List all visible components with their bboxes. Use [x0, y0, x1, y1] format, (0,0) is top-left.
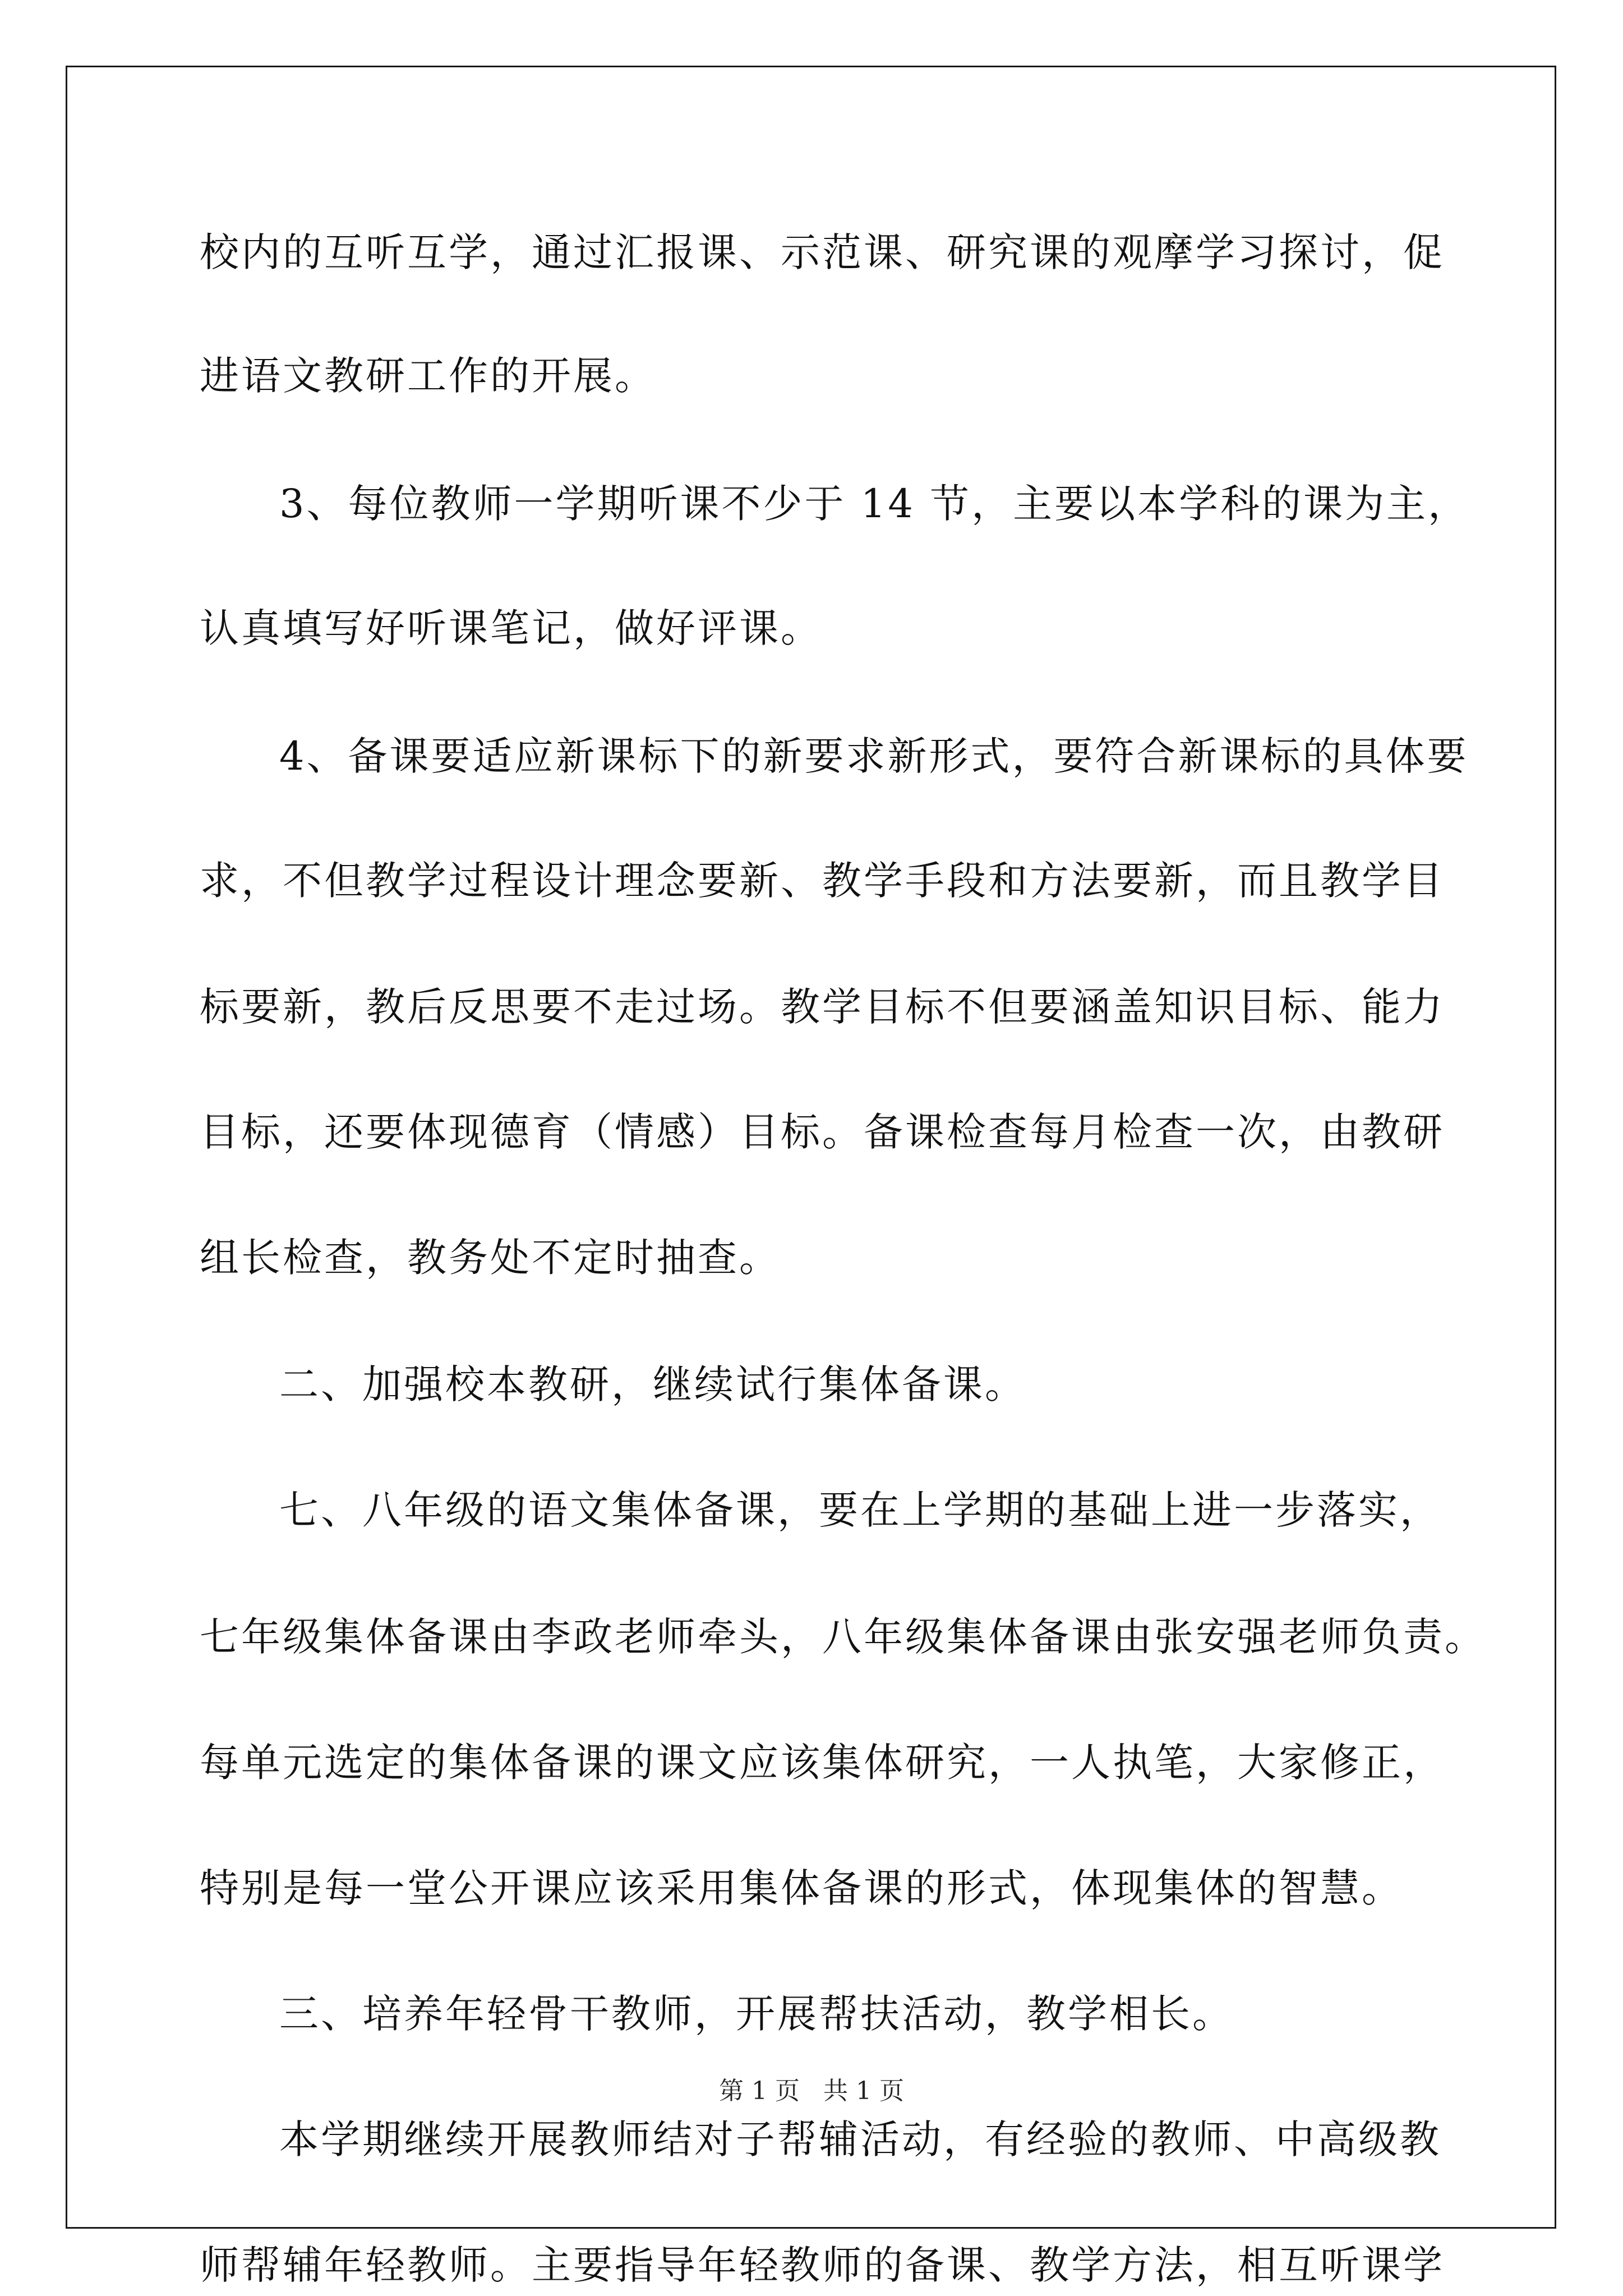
text-line: 每单元选定的集体备课的课文应该集体研究，一人执笔，大家修正， — [200, 1740, 1445, 1786]
text-line: 组长检查，教务处不定时抽查。 — [200, 1235, 781, 1281]
text-line: 本学期继续开展教师结对子帮辅活动，有经验的教师、中高级教 — [279, 2116, 1441, 2162]
text-line: 校内的互听互学，通过汇报课、示范课、研究课的观摩学习探讨，促 — [200, 229, 1445, 275]
page-footer: 第 1 页 共 1 页 — [719, 2077, 904, 2105]
text-line: 3、每位教师一学期听课不少于 14 节，主要以本学科的课为主， — [279, 481, 1470, 527]
text-line: 特别是每一堂公开课应该采用集体备课的形式，体现集体的智慧。 — [200, 1865, 1403, 1911]
text-line: 认真填写好听课笔记，做好评课。 — [200, 605, 822, 651]
text-line: 标要新，教后反思要不走过场。教学目标不但要涵盖知识目标、能力 — [200, 984, 1445, 1030]
text-line: 目标，还要体现德育（情感）目标。备课检查每月检查一次，由教研 — [200, 1109, 1445, 1155]
text-line: 三、培养年轻骨干教师，开展帮扶活动，教学相长。 — [279, 1991, 1234, 2037]
text-line: 4、备课要适应新课标下的新要求新形式，要符合新课标的具体要 — [279, 733, 1469, 779]
text-line: 求，不但教学过程设计理念要新、教学手段和方法要新，而且教学目 — [200, 858, 1445, 904]
text-line: 师帮辅年轻教师。主要指导年轻教师的备课、教学方法，相互听课学 — [200, 2242, 1445, 2288]
text-line: 七年级集体备课由李政老师牵头，八年级集体备课由张安强老师负责。 — [200, 1614, 1486, 1660]
text-line: 进语文教研工作的开展。 — [200, 353, 656, 399]
text-line: 二、加强校本教研，继续试行集体备课。 — [279, 1361, 1026, 1407]
text-line: 七、八年级的语文集体备课，要在上学期的基础上进一步落实， — [279, 1487, 1441, 1533]
